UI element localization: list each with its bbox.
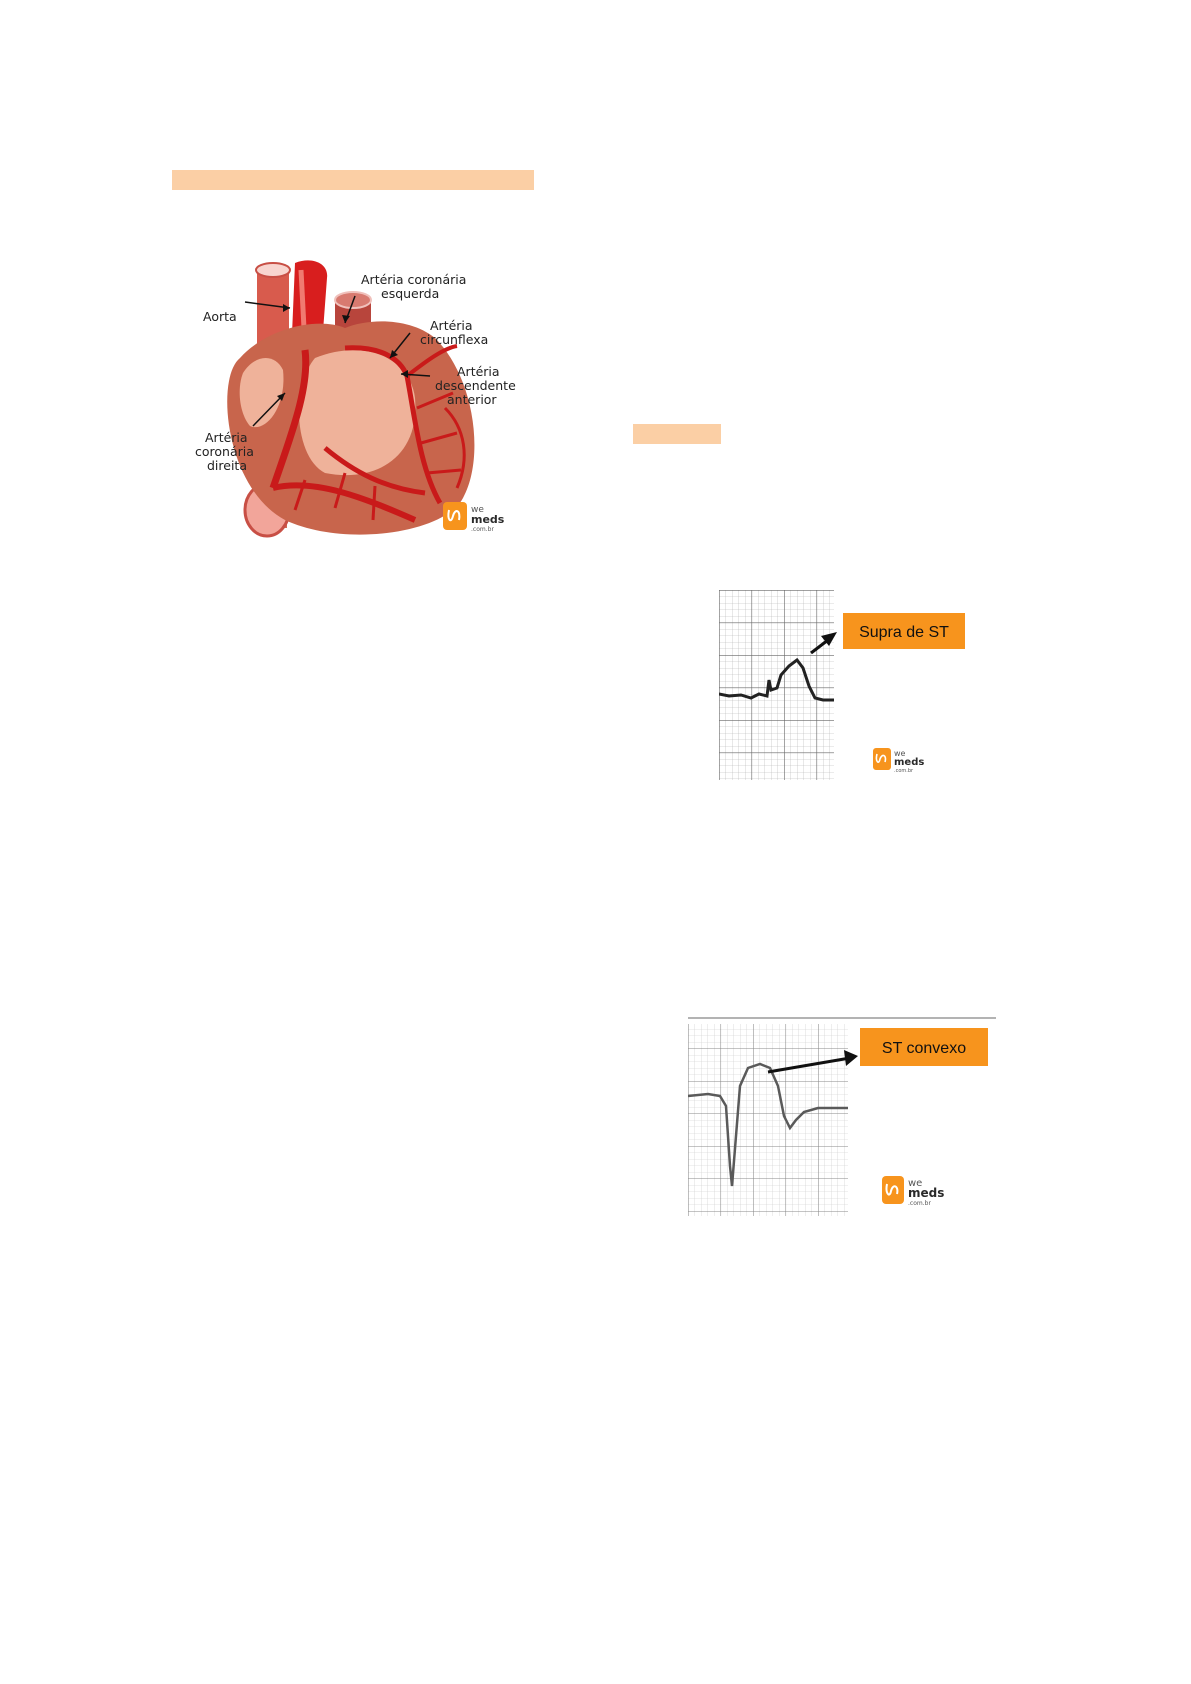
heart-anatomy-figure [195,258,525,538]
supra-st-callout-text: Supra de ST [859,624,949,641]
ecg-st-elevation-figure [719,590,967,780]
label-right-coronary-1: Artéria [205,430,248,445]
wemeds-logo-icon [443,502,467,530]
highlight-bar-left [172,170,534,190]
ecg-st-convex-svg [688,1016,996,1216]
heart-illustration [195,258,525,538]
label-anterior-desc-3: anterior [447,392,497,407]
svg-text:.com.br: .com.br [894,768,914,774]
ecg-st-elevation-svg [719,590,967,780]
highlight-bar-right [633,424,721,444]
label-anterior-desc-2: descendente [435,378,516,393]
svg-text:.com.br: .com.br [471,526,494,533]
label-aorta: Aorta [203,309,237,324]
svg-text:we: we [471,505,484,515]
label-anterior-desc-1: Artéria [457,364,500,379]
wemeds-logo [873,748,924,774]
svg-text:we: we [894,749,906,758]
wemeds-logo [882,1176,944,1207]
ecg-st-convex-figure [688,1016,996,1216]
svg-text:we: we [908,1178,923,1189]
svg-text:meds: meds [894,757,925,768]
svg-text:meds: meds [471,513,505,526]
label-left-coronary-1: Artéria coronária [361,272,467,287]
ecg-grid [688,1024,848,1216]
wemeds-logo-icon [882,1176,904,1204]
wemeds-logo [443,502,505,533]
label-right-coronary-3: direita [207,458,247,473]
label-circumflex-1: Artéria [430,318,473,333]
label-right-coronary-2: coronária [195,444,254,459]
st-convex-callout-text: ST convexo [881,1040,967,1057]
label-circumflex-2: circunflexa [420,332,489,347]
svg-text:meds: meds [908,1186,945,1200]
svg-text:.com.br: .com.br [908,1200,931,1207]
label-left-coronary-2: esquerda [381,286,440,301]
